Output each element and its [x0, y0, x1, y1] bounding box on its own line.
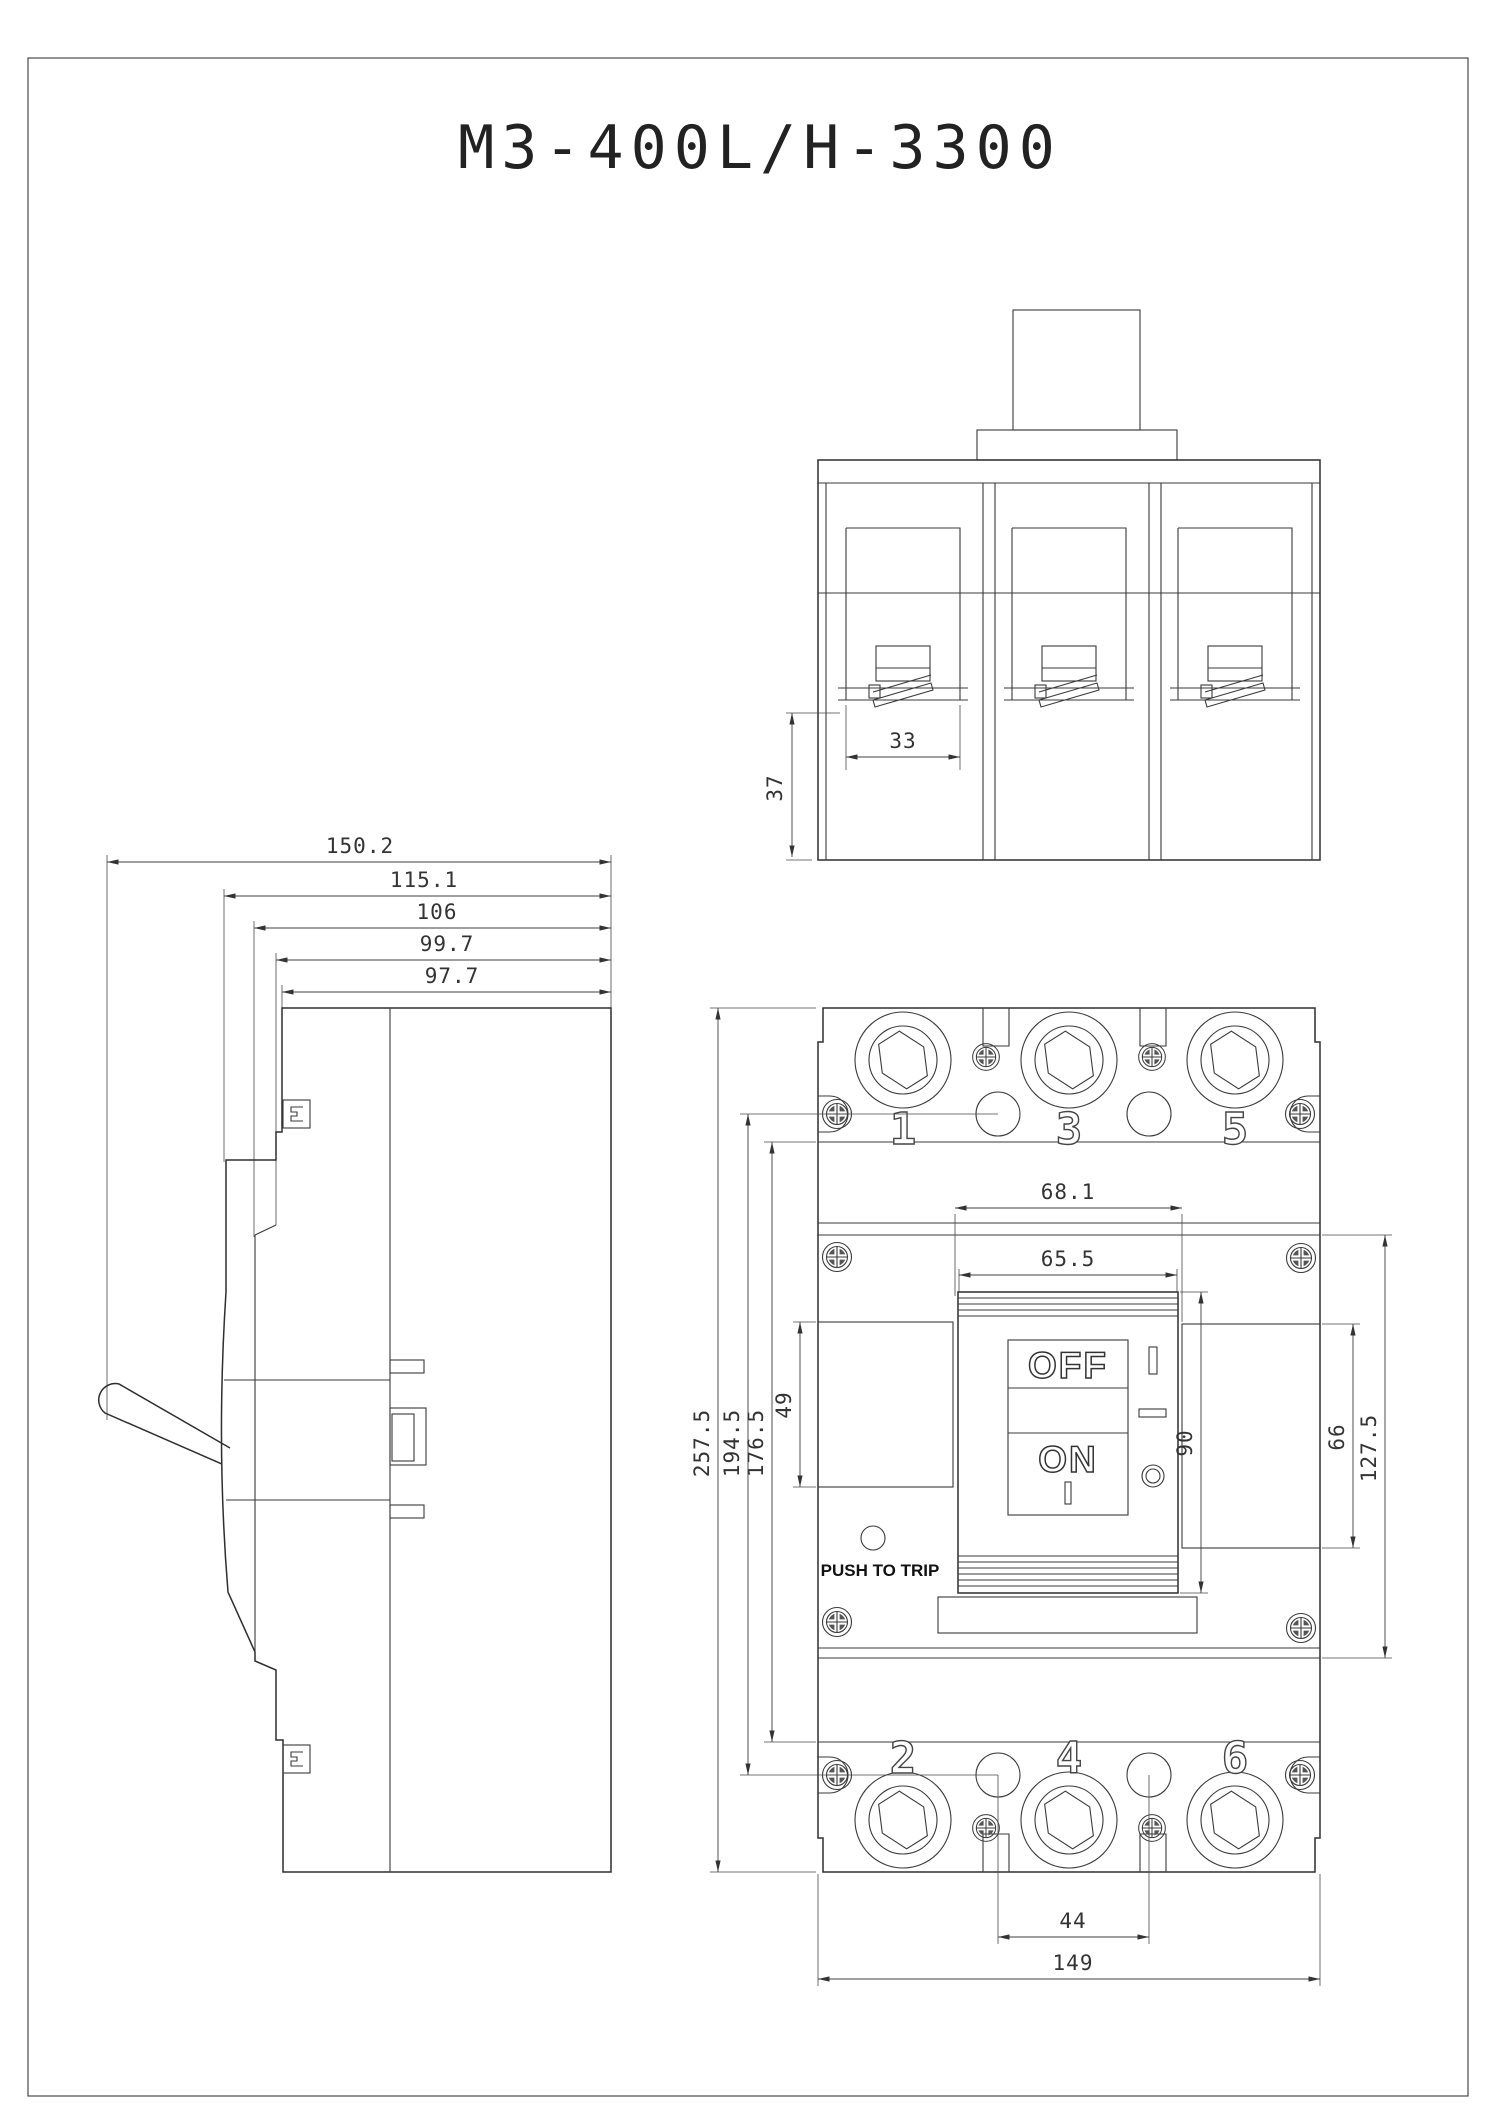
top-view [763, 310, 1320, 860]
terminal-lug-6 [1187, 1772, 1283, 1868]
terminal-lug-1 [855, 1012, 951, 1108]
dim-label-150-2: 150.2 [325, 834, 395, 858]
position-on-mark-icon [1142, 1465, 1164, 1487]
dim-label-194-5: 194.5 [720, 1408, 744, 1478]
clip-icon [291, 1752, 303, 1766]
pole-number-2: 2 [889, 1733, 917, 1784]
side-body-outline [221, 1008, 611, 1872]
accessory-panel-right [1182, 1324, 1320, 1548]
terminal-lug-2 [855, 1772, 951, 1868]
handle-knob-top [1013, 310, 1140, 430]
dim-label-115-1: 115.1 [389, 868, 459, 892]
dim-label-99-7: 99.7 [419, 932, 475, 956]
terminal-lug-4 [1021, 1772, 1117, 1868]
push-to-trip-label: PUSH TO TRIP [820, 1561, 940, 1580]
dim-label-66: 66 [1325, 1423, 1349, 1451]
phillips-screw-icon [823, 1608, 852, 1637]
dim-label-176-5: 176.5 [744, 1408, 768, 1478]
toggle-handle-side [99, 1384, 230, 1464]
phillips-screw-icon [1286, 1100, 1315, 1129]
side-view [99, 834, 611, 1872]
side-terminal-tab [390, 1360, 424, 1373]
rocker-off-label: OFF [1028, 1345, 1108, 1386]
dim-label-97-7: 97.7 [424, 964, 480, 988]
side-screw-boss [390, 1408, 426, 1465]
phillips-screw-icon [1287, 1244, 1316, 1273]
phillips-screw-icon [1287, 1614, 1316, 1643]
clip-icon [291, 1107, 303, 1121]
pole-number-4: 4 [1055, 1733, 1083, 1784]
pole-number-6: 6 [1221, 1733, 1249, 1784]
dim-label-149: 149 [1052, 1951, 1094, 1975]
phillips-screw-icon [1139, 1815, 1166, 1842]
dim-label-49: 49 [772, 1391, 796, 1419]
accessory-panel-left [818, 1322, 953, 1487]
side-terminal-tab [390, 1505, 424, 1518]
dim-label-65-5: 65.5 [1040, 1247, 1096, 1271]
dim-label-44: 44 [1059, 1909, 1087, 1933]
dim-label-37: 37 [763, 774, 787, 802]
rocker-switch[interactable] [958, 1292, 1178, 1593]
terminal-clamp [869, 646, 1265, 707]
pole-number-5: 5 [1221, 1104, 1249, 1155]
dim-label-257-5: 257.5 [690, 1408, 714, 1478]
position-off-mark-icon [1149, 1347, 1157, 1374]
terminal-lug-5 [1187, 1012, 1283, 1108]
rocker-on-label: ON [1038, 1439, 1098, 1480]
on-bar-icon [1065, 1482, 1071, 1504]
pole-dividers [983, 483, 1161, 860]
pole-number-1: 1 [889, 1104, 917, 1155]
dim-label-127-5: 127.5 [1357, 1413, 1381, 1483]
front-view [690, 1008, 1392, 1986]
phillips-screw-icon [1139, 1044, 1166, 1071]
dim-label-90: 90 [1173, 1429, 1197, 1457]
phillips-screw-icon [973, 1815, 1000, 1842]
top-body-outline [818, 460, 1320, 860]
terminal-lug-3 [1021, 1012, 1117, 1108]
drawing-title: M3-400L/H-3300 [458, 113, 1062, 183]
terminal-window [838, 528, 1300, 700]
phillips-screw-icon [1286, 1761, 1315, 1790]
push-to-trip-button[interactable] [861, 1526, 885, 1550]
position-trip-mark-icon [1139, 1409, 1166, 1417]
handle-pedestal [977, 430, 1177, 460]
phillips-screw-icon [823, 1243, 852, 1272]
dim-label-33: 33 [889, 729, 917, 753]
phillips-screw-icon [973, 1044, 1000, 1071]
barrier-hole [1127, 1092, 1171, 1136]
dim-label-106: 106 [416, 900, 458, 924]
rocker-lower-plate [938, 1597, 1197, 1633]
pole-number-3: 3 [1055, 1104, 1083, 1155]
dim-label-68-1: 68.1 [1040, 1180, 1096, 1204]
